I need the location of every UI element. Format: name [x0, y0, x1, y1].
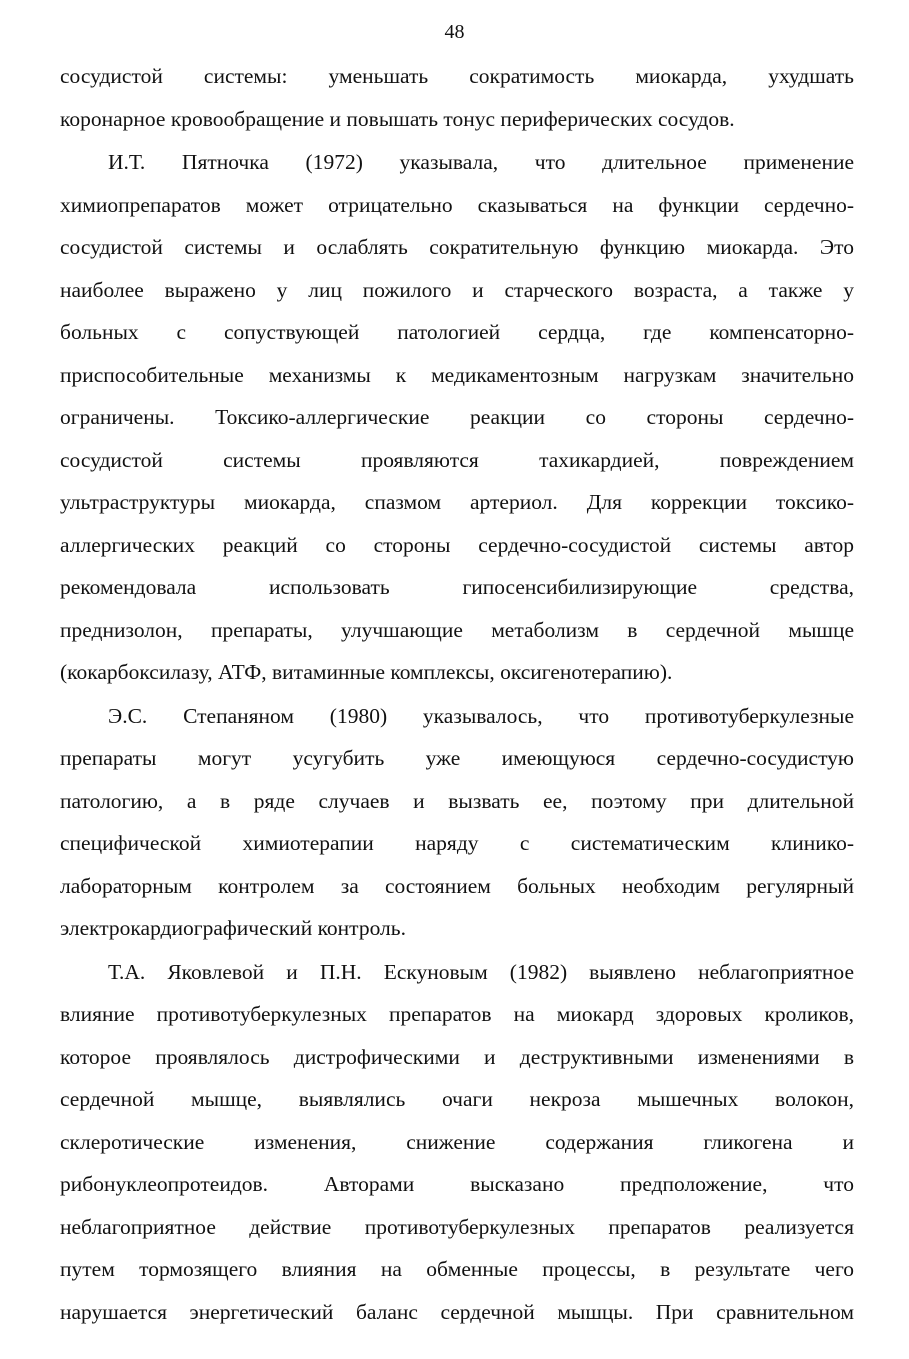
text-line: Т.А. Яковлевой и П.Н. Ескуновым (1982) выявлено неблагоприятное [108, 959, 854, 984]
text-line: сосудистой системы и ослаблять сократительную функцию миокарда. Это [60, 235, 854, 259]
text-line: которое проявлялось дистрофическими и деструктивными изменениями в [60, 1044, 854, 1069]
text-line: аллергических реакций со стороны сердечно-сосудистой системы автор [60, 532, 854, 557]
text-line: рибонуклеопротеидов. Авторами высказано предположение, что [60, 1172, 854, 1196]
text-line: неблагоприятное действие противотуберкулезных препаратов реализуется [60, 1214, 854, 1239]
text-line: И.Т. Пятночка (1972) указывала, что длительное применение [108, 150, 854, 174]
text-line: нарушается энергетический баланс сердечной мышцы. При сравнительном [60, 1299, 854, 1324]
text-line: электрокардиографический контроль. [60, 916, 406, 940]
text-line: лабораторным контролем за состоянием больных необходим регулярный [60, 873, 854, 898]
text-line: рекомендовала использовать гипосенсибилизирующие средства, [60, 575, 854, 599]
paragraph [60, 951, 854, 1334]
text-line: ограничены. Токсико-аллергические реакции со стороны сердечно- [60, 405, 854, 429]
paragraph [60, 695, 854, 950]
text-line: патологию, а в ряде случаев и вызвать ее, поэтому при длительной [60, 788, 854, 813]
text-line: химиопрепаратов может отрицательно сказываться на функции сердечно- [60, 192, 854, 217]
text-line: ультраструктуры миокарда, спазмом артериол. Для коррекции токсико- [60, 490, 854, 514]
text-line: наиболее выражено у лиц пожилого и старческого возраста, а также у [60, 277, 854, 302]
text-line: специфической химиотерапии наряду с систематическим клинико- [60, 831, 854, 855]
text-line: сердечной мышце, выявлялись очаги некроза мышечных волокон, [60, 1087, 854, 1111]
text-line: Э.С. Степаняном (1980) указывалось, что противотуберкулезные [108, 703, 854, 728]
paragraph [60, 55, 854, 140]
paragraph [60, 141, 854, 694]
text-line: больных с сопуствующей патологией сердца, где компенсаторно- [60, 320, 854, 344]
body-text [60, 55, 854, 1334]
page-number: 48 [444, 21, 465, 43]
text-line: препараты могут усугубить уже имеющуюся сердечно-сосудистую [60, 746, 854, 770]
text-line: коронарное кровообращение и повышать тонус периферических сосудов. [60, 106, 735, 131]
text-line: (кокарбоксилазу, АТФ, витаминные комплексы, оксигенотерапию). [60, 660, 673, 684]
text-line: приспособительные механизмы к медикаментозным нагрузкам значительно [60, 362, 854, 387]
text-line: склеротические изменения, снижение содержания гликогена и [60, 1129, 854, 1154]
text-line: путем тормозящего влияния на обменные процессы, в результате чего [60, 1257, 854, 1281]
text-line: сосудистой системы: уменьшать сократимость миокарда, ухудшать [60, 64, 854, 88]
text-line: сосудистой системы проявляются тахикардией, повреждением [60, 447, 854, 472]
text-line: преднизолон, препараты, улучшающие метаболизм в сердечной мышце [60, 617, 854, 642]
text-line: влияние противотуберкулезных препаратов на миокард здоровых кроликов, [60, 1002, 854, 1026]
